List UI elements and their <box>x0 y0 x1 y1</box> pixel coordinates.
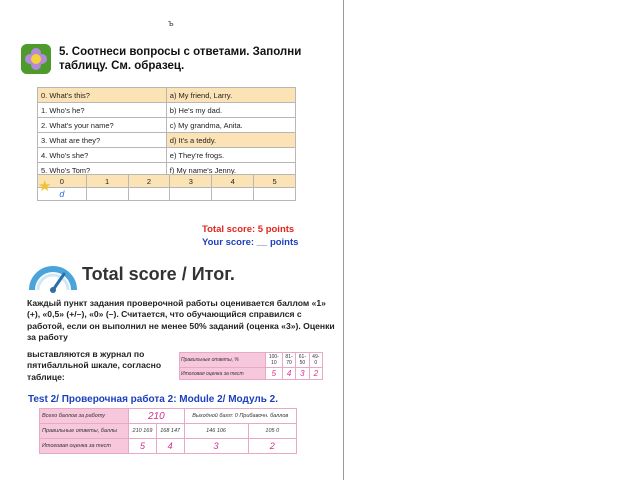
score-row-label: Всего баллов за работу <box>40 409 129 424</box>
question-cell: 0. What's this? <box>38 88 167 103</box>
table-row <box>38 148 296 163</box>
question-cell: 2. What's your name? <box>38 118 167 133</box>
scale-cell: 49- 0 <box>309 353 322 368</box>
score-row-label: Правильные ответы, баллы <box>40 424 129 439</box>
answer-input-cell[interactable] <box>212 188 254 201</box>
answer-cell: c) My grandma, Anita. <box>166 118 295 133</box>
question-cell: 3. What are they? <box>38 133 167 148</box>
answer-header-cell: 4 <box>212 175 254 188</box>
score-grade: 5 <box>129 439 157 454</box>
answer-input-cell[interactable] <box>254 188 296 201</box>
score-row-label: Итоговая оценка за тест <box>40 439 129 454</box>
score-grade: 4 <box>156 439 184 454</box>
answer-input-cell[interactable] <box>128 188 170 201</box>
answer-header-row <box>38 175 296 188</box>
test-title: Test 2/ Проверочная работа 2: Module 2/ Модуль 2. <box>28 394 279 405</box>
answer-cell: e) They're frogs. <box>166 148 295 163</box>
table-row <box>180 368 323 380</box>
question-cell: 4. Who's she? <box>38 148 167 163</box>
table-row <box>38 88 296 103</box>
table-row <box>38 103 296 118</box>
test-score-table <box>39 408 297 454</box>
answer-header-cell: 1 <box>86 175 128 188</box>
grading-paragraph-continued: выставляются в журнал по пятибалльной шкале, согласно таблице: <box>27 349 162 382</box>
task-title: 5. Соотнеси вопросы с ответами. Заполни таблицу. См. образец. <box>59 46 302 72</box>
your-score-value: __ points <box>256 237 299 248</box>
scale-grade: 5 <box>265 368 282 380</box>
scale-cell: 100- 10 <box>265 353 282 368</box>
scale-cell: 61- 50 <box>296 353 309 368</box>
scale-cell: 81- 70 <box>282 353 295 368</box>
answer-cell: d) It's a teddy. <box>166 133 295 148</box>
total-points-value: 210 <box>129 409 184 424</box>
answer-input-cell[interactable] <box>86 188 128 201</box>
score-range-cell: 105 0 <box>248 424 296 439</box>
answer-grid <box>37 174 296 201</box>
answer-header-cell: 3 <box>170 175 212 188</box>
table-row <box>40 424 297 439</box>
question-cell: 1. Who's he? <box>38 103 167 118</box>
table-row <box>180 353 323 368</box>
score-grade: 2 <box>248 439 296 454</box>
total-points-note: Выходной балл: 0 Прибавочн. баллов <box>184 409 297 424</box>
answer-value-row <box>38 188 296 201</box>
answer-cell: f) My name's Jenny. <box>166 163 295 178</box>
answer-header-cell: 5 <box>254 175 296 188</box>
total-score-label: Total score: <box>202 224 256 235</box>
answer-header-cell: 0 <box>38 175 87 188</box>
total-score-line <box>202 224 294 235</box>
grading-paragraph: Каждый пункт задания проверочной работы оценивается баллом «1» (+), «0,5» (+/–), «0» (–). Считается, что обучающийся справился с работой, если он выполнил не менее 50% заданий (оценка «3»). Оценки за работу <box>27 298 335 342</box>
table-row <box>38 133 296 148</box>
table-row <box>38 118 296 133</box>
answer-cell: b) He's my dad. <box>166 103 295 118</box>
flower-icon <box>21 44 51 74</box>
summary-title: Total score / Итог. <box>82 264 235 284</box>
scale-grade: 4 <box>282 368 295 380</box>
stray-mark: ъ <box>168 18 174 28</box>
scale-row-label: Итоговая оценка за тест <box>180 368 266 380</box>
answer-input-cell[interactable] <box>170 188 212 201</box>
scale-row-label: Правильные ответы, % <box>180 353 266 368</box>
answer-cell: a) My friend, Larry. <box>166 88 295 103</box>
your-score-label: Your score: <box>202 237 255 248</box>
score-grade: 3 <box>184 439 248 454</box>
scale-grade: 3 <box>296 368 309 380</box>
question-cell: 5. Who's Tom? <box>38 163 167 178</box>
table-row <box>40 439 297 454</box>
speedometer-icon <box>28 258 78 294</box>
scale-grade: 2 <box>309 368 322 380</box>
star-icon: ★ <box>38 178 52 195</box>
grading-scale-table <box>179 352 323 380</box>
qa-table <box>37 87 296 178</box>
score-range-cell: 146 106 <box>184 424 248 439</box>
page-divider <box>343 0 344 480</box>
answer-header-cell: 2 <box>128 175 170 188</box>
score-range-cell: 168 147 <box>156 424 184 439</box>
your-score-line <box>202 237 298 248</box>
score-range-cell: 210 169 <box>129 424 157 439</box>
table-row <box>40 409 297 424</box>
answer-input-cell[interactable]: d <box>38 188 87 201</box>
total-score-value: 5 points <box>257 224 295 235</box>
